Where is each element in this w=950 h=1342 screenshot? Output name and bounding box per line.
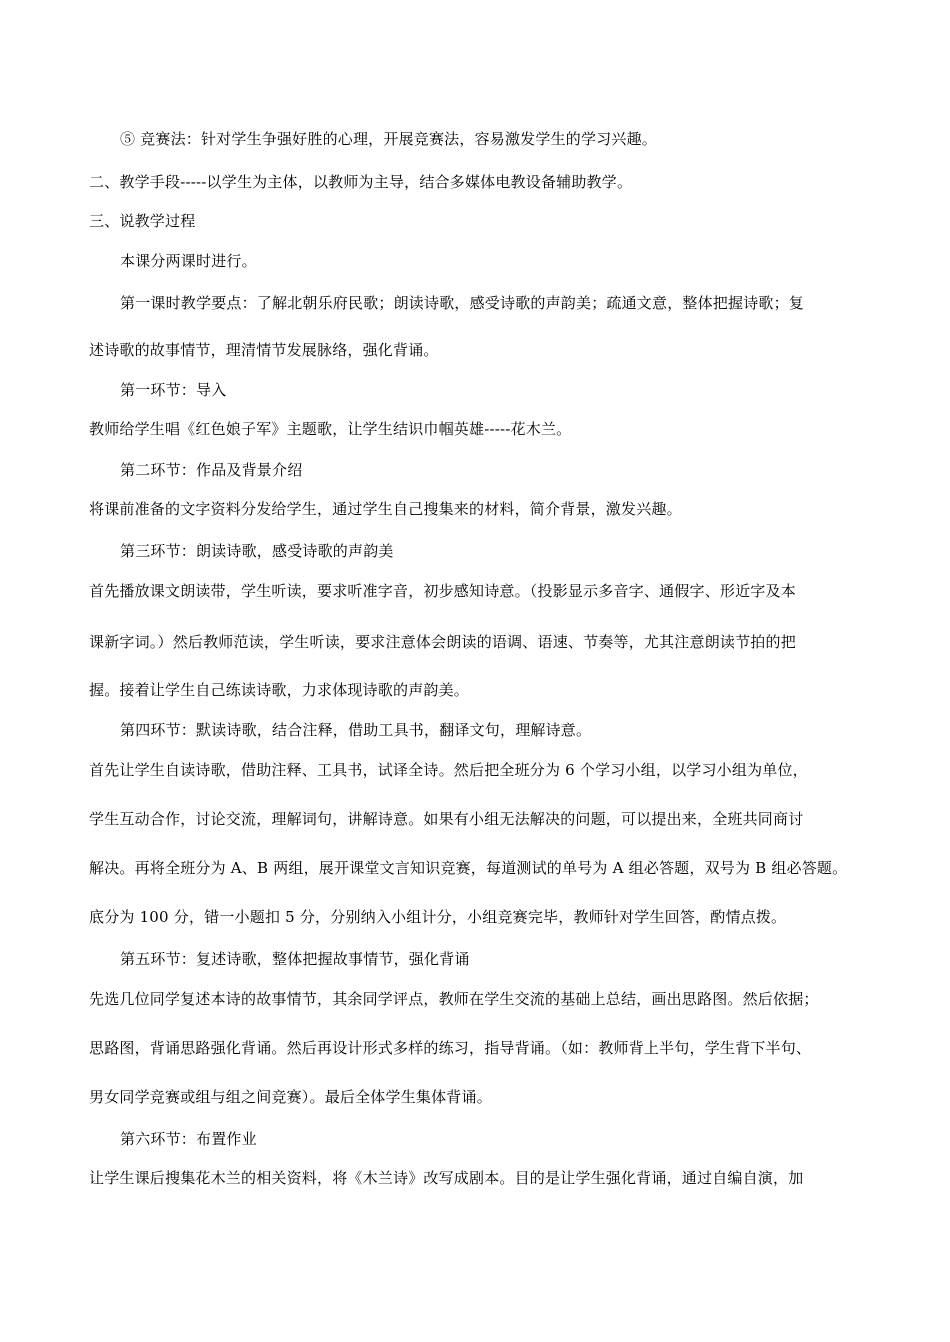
paragraph-line: 思路图，背诵思路强化背诵。然后再设计形式多样的练习，指导背诵。（如：教师背上半句，学生背下半句、 <box>89 1039 812 1057</box>
step-heading-1: 第一环节：导入 <box>120 381 227 399</box>
paragraph-line: 将课前准备的文字资料分发给学生，通过学生自己搜集来的材料，简介背景，激发兴趣。 <box>89 500 682 518</box>
paragraph-line: 第一课时教学要点：了解北朝乐府民歌；朗读诗歌，感受诗歌的声韵美；疏通文意，整体把握诗歌；复 <box>120 294 805 312</box>
step-heading-5: 第五环节：复述诗歌，整体把握故事情节，强化背诵 <box>120 950 470 968</box>
step-heading-3: 第三环节：朗读诗歌，感受诗歌的声韵美 <box>120 542 394 560</box>
paragraph-line: 学生互动合作，讨论交流，理解词句，讲解诗意。如果有小组无法解决的问题，可以提出来，全班共同商讨 <box>89 810 804 828</box>
paragraph-line: 解决。再将全班分为 A、B 两组，展开课堂文言知识竞赛，每道测试的单号为 A 组必答题，双号为 B 组必答题。 <box>89 859 848 877</box>
section-heading-teaching-process: 三、说教学过程 <box>89 212 196 230</box>
section-heading-teaching-means: 二、教学手段-----以学生为主体，以教师为主导，结合多媒体电教设备辅助教学。 <box>89 173 633 191</box>
paragraph-line: 本课分两课时进行。 <box>120 252 257 270</box>
paragraph-line: 底分为 100 分，错一小题扣 5 分，分别纳入小组计分，小组竞赛完毕，教师针对学生回答，酌情点拨。 <box>89 908 787 926</box>
method-item-competition: ⑤ 竞赛法：针对学生争强好胜的心理，开展竞赛法，容易激发学生的学习兴趣。 <box>120 130 657 148</box>
paragraph-line: 男女同学竞赛或组与组之间竞赛）。最后全体学生集体背诵。 <box>89 1088 492 1106</box>
paragraph-line: 握。接着让学生自己练读诗歌，力求体现诗歌的声韵美。 <box>89 681 470 699</box>
paragraph-line: 课新字词。）然后教师范读，学生听读，要求注意体会朗读的语调、语速、节奏等，尤其注意朗读节拍的把 <box>89 633 796 651</box>
paragraph-line: 教师给学生唱《红色娘子军》主题歌，让学生结识巾帼英雄-----花木兰。 <box>89 420 572 438</box>
paragraph-line: 先选几位同学复述本诗的故事情节，其余同学评点，教师在学生交流的基础上总结，画出思路图。然后依据； <box>89 990 819 1008</box>
paragraph-line: 首先让学生自读诗歌，借助注释、工具书，试译全诗。然后把全班分为 6 个学习小组，以学习小组为单位， <box>89 761 808 779</box>
step-heading-6: 第六环节：布置作业 <box>120 1130 257 1148</box>
step-heading-4: 第四环节：默读诗歌，结合注释，借助工具书，翻译文句，理解诗意。 <box>120 721 592 739</box>
paragraph-line: 述诗歌的故事情节，理清情节发展脉络，强化背诵。 <box>89 341 439 359</box>
step-heading-2: 第二环节：作品及背景介绍 <box>120 461 303 479</box>
paragraph-line: 首先播放课文朗读带，学生听读，要求听准字音，初步感知诗意。（投影显示多音字、通假字、形近字及本 <box>89 582 796 600</box>
paragraph-line: 让学生课后搜集花木兰的相关资料，将《木兰诗》改写成剧本。目的是让学生强化背诵，通过自编自演，加 <box>89 1169 804 1187</box>
